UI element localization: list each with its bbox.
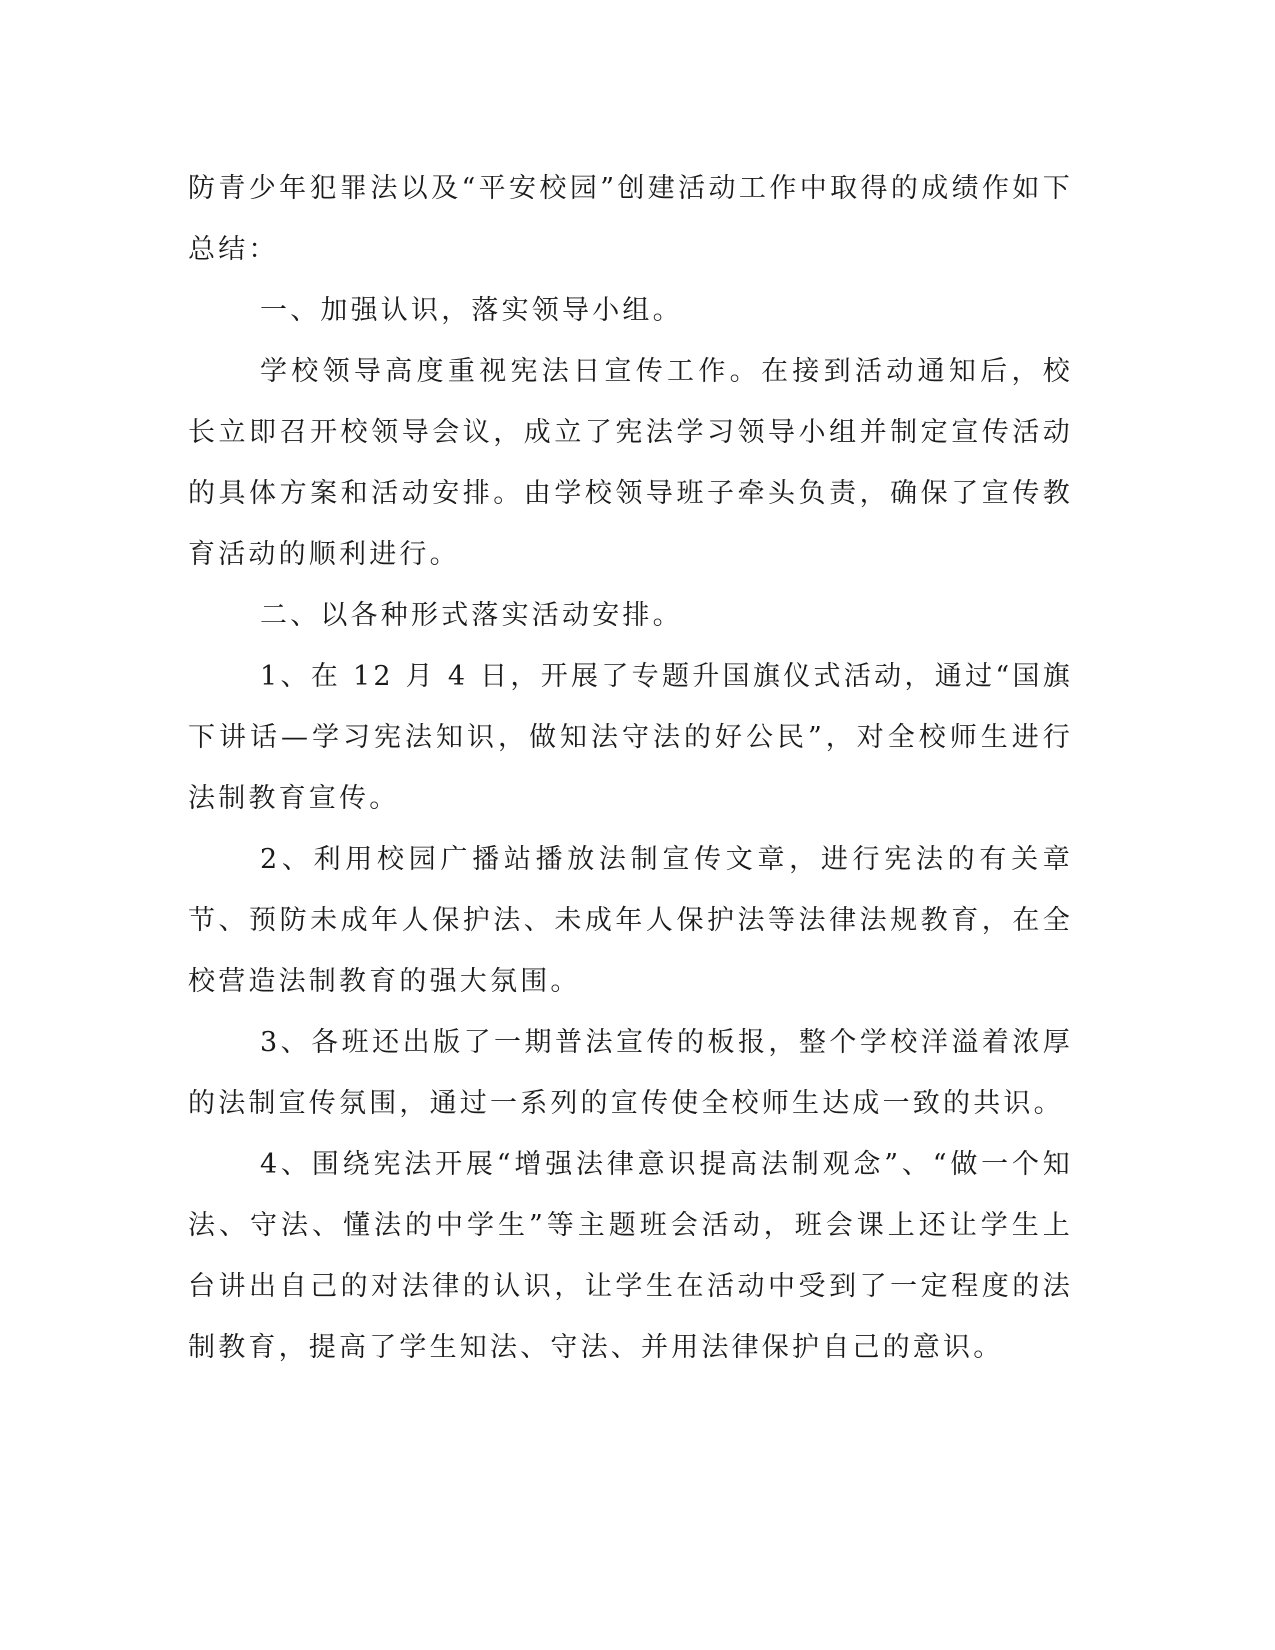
document-body [188, 158, 1073, 1378]
heading-section-two: 二、以各种形式落实活动安排。 [260, 600, 683, 631]
paragraph-intro-continuation: 防青少年犯罪法以及“平安校园”创建活动工作中取得的成绩作如下总结： [188, 173, 1073, 265]
list-item-3: 3、各班还出版了一期普法宣传的板报，整个学校洋溢着浓厚的法制宣传氛围，通过一系列的宣传使全校师生达成一致的共识。 [188, 1027, 1073, 1119]
list-item-4: 4、围绕宪法开展“增强法律意识提高法制观念”、“做一个知法、守法、懂法的中学生”等主题班会活动，班会课上还让学生上台讲出自己的对法律的认识，让学生在活动中受到了一定程度的法制教育，提高了学生知法、守法、并用法律保护自己的意识。 [188, 1149, 1073, 1363]
list-item-1: 1、在 12 月 4 日，开展了专题升国旗仪式活动，通过“国旗下讲话—学习宪法知识，做知法守法的好公民”，对全校师生进行法制教育宣传。 [188, 661, 1073, 814]
list-item-2: 2、利用校园广播站播放法制宣传文章，进行宪法的有关章节、预防未成年人保护法、未成年人保护法等法律法规教育，在全校营造法制教育的强大氛围。 [188, 844, 1073, 997]
paragraph-leadership: 学校领导高度重视宪法日宣传工作。在接到活动通知后，校长立即召开校领导会议，成立了宪法学习领导小组并制定宣传活动的具体方案和活动安排。由学校领导班子牵头负责，确保了宣传教育活动的顺利进行。 [188, 356, 1073, 570]
heading-section-one: 一、加强认识，落实领导小组。 [260, 295, 683, 326]
